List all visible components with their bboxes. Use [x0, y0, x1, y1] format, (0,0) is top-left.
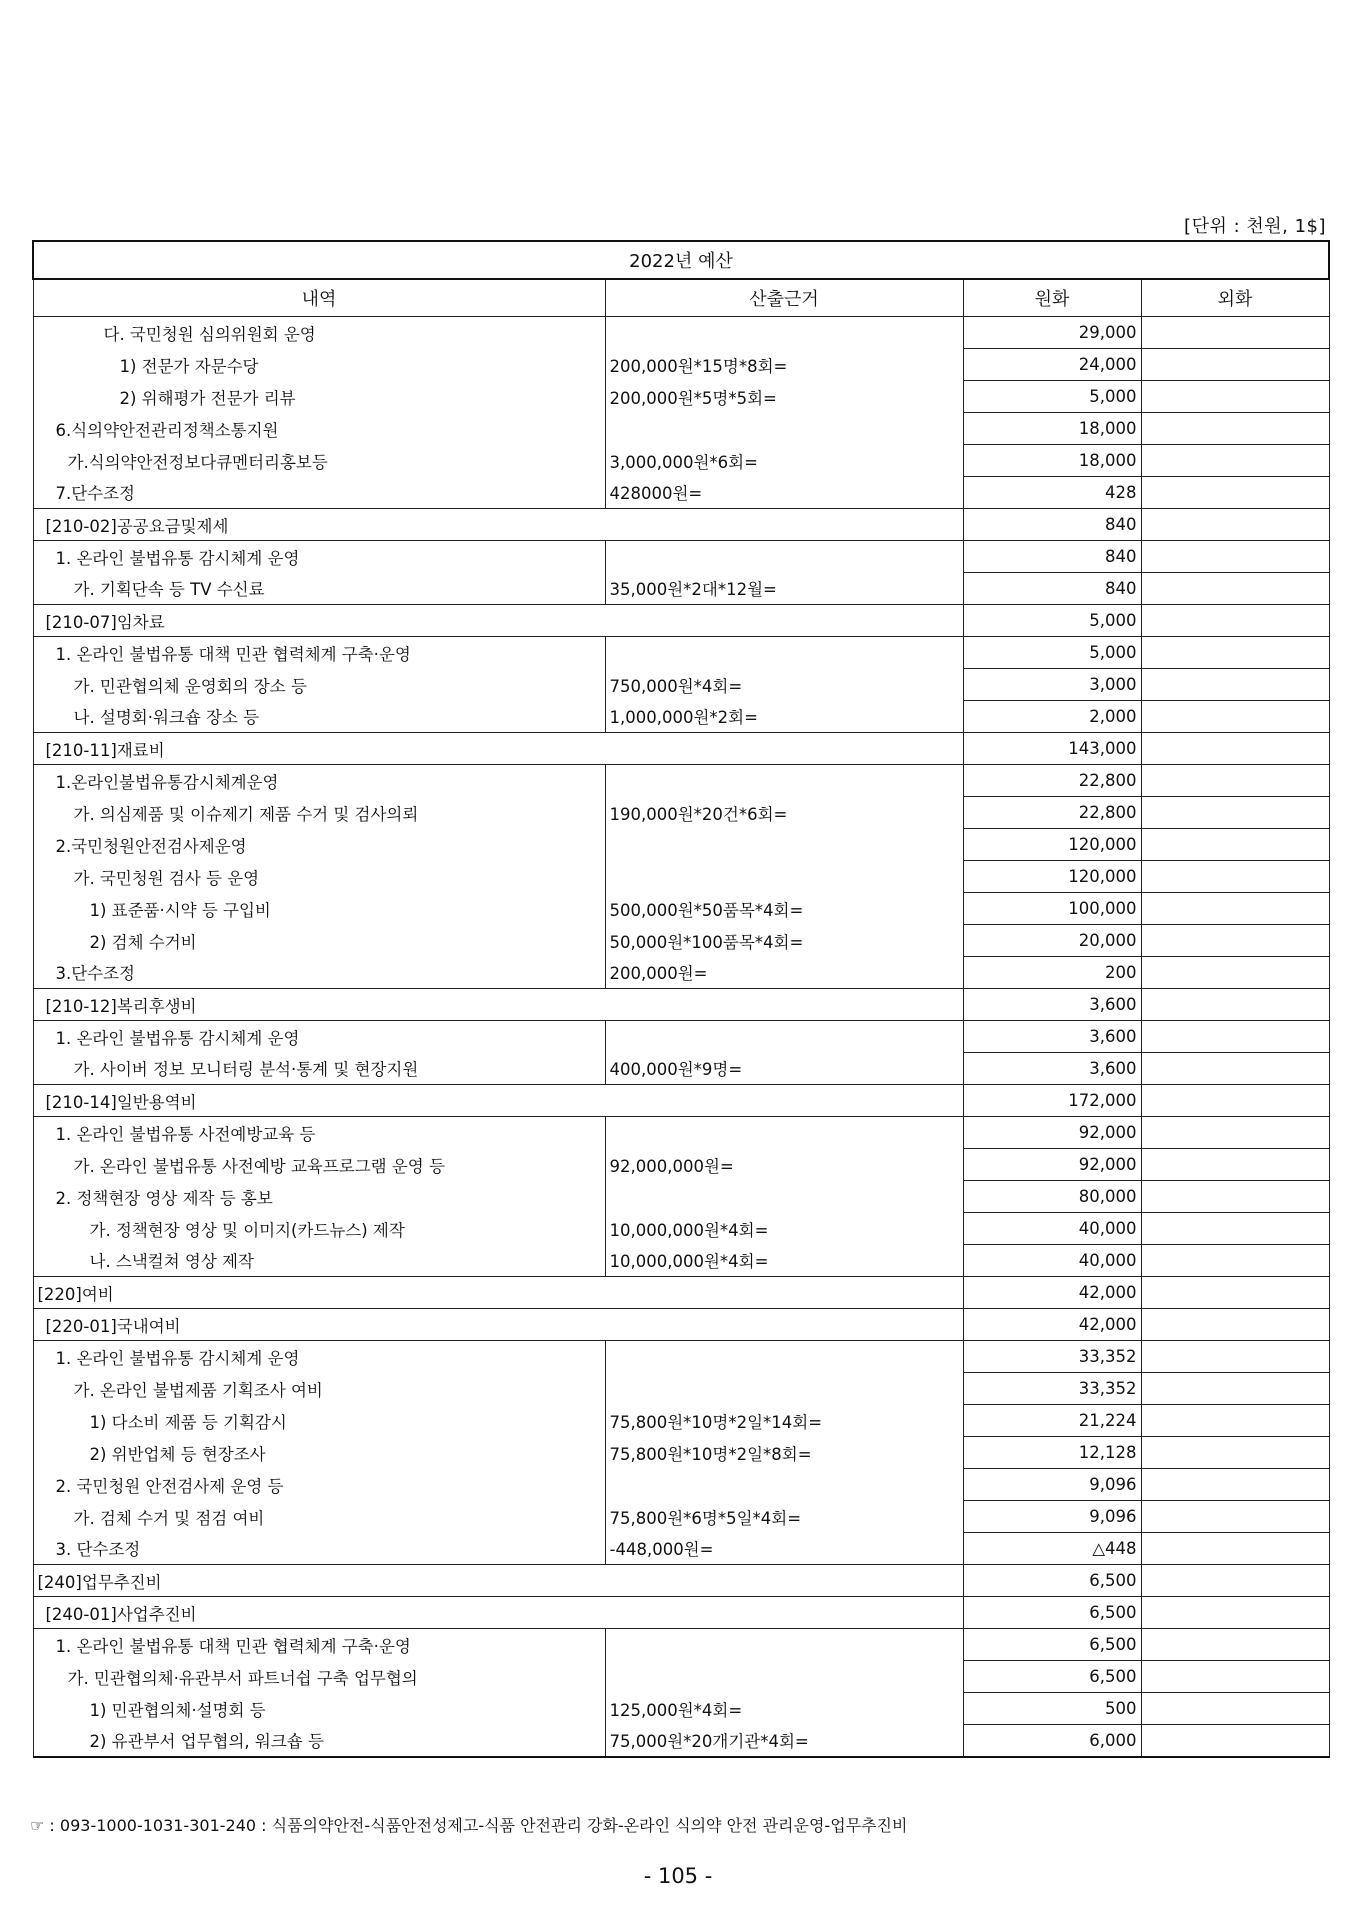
section-row	[33, 733, 1329, 765]
row-basis: 190,000원*20건*6회=	[605, 797, 963, 829]
row-foreign	[1141, 1725, 1329, 1758]
row-item: 나. 스낵컬쳐 영상 제작	[33, 1245, 605, 1277]
row-foreign	[1141, 605, 1329, 637]
row-item: 가. 민관협의체 운영회의 장소 등	[33, 669, 605, 701]
row-basis	[605, 541, 963, 573]
row-item: 7.단수조정	[33, 477, 605, 509]
row-item: 1) 민관협의체·설명회 등	[33, 1693, 605, 1725]
row-krw: 6,500	[963, 1565, 1141, 1597]
row-basis: 10,000,000원*4회=	[605, 1245, 963, 1277]
row-foreign	[1141, 1501, 1329, 1533]
row-foreign	[1141, 445, 1329, 477]
section-row	[33, 1597, 1329, 1629]
table-body	[33, 317, 1329, 1758]
row-basis: 500,000원*50품목*4회=	[605, 893, 963, 925]
row-basis: 428000원=	[605, 477, 963, 509]
row-foreign	[1141, 1277, 1329, 1309]
table-row	[33, 765, 1329, 797]
row-item: [210-07]임차료	[33, 605, 963, 637]
table-row	[33, 861, 1329, 893]
row-item: 1. 온라인 불법유통 감시체계 운영	[33, 1341, 605, 1373]
row-krw: 42,000	[963, 1309, 1141, 1341]
row-foreign	[1141, 1085, 1329, 1117]
row-foreign	[1141, 1245, 1329, 1277]
row-basis: 200,000원*15명*8회=	[605, 349, 963, 381]
table-row	[33, 573, 1329, 605]
table-row	[33, 1213, 1329, 1245]
row-foreign	[1141, 1373, 1329, 1405]
row-basis	[605, 861, 963, 893]
row-foreign	[1141, 509, 1329, 541]
row-foreign	[1141, 349, 1329, 381]
header-basis: 산출근거	[605, 279, 963, 317]
table-row	[33, 957, 1329, 989]
row-foreign	[1141, 1629, 1329, 1661]
section-row	[33, 605, 1329, 637]
row-item: 2) 위반업체 등 현장조사	[33, 1437, 605, 1469]
row-basis: 750,000원*4회=	[605, 669, 963, 701]
table-row	[33, 669, 1329, 701]
row-krw: 6,500	[963, 1661, 1141, 1693]
row-foreign	[1141, 829, 1329, 861]
row-item: 1. 온라인 불법유통 대책 민관 협력체계 구축·운영	[33, 1629, 605, 1661]
row-item: 2.국민청원안전검사제운영	[33, 829, 605, 861]
row-item: 1. 온라인 불법유통 대책 민관 협력체계 구축·운영	[33, 637, 605, 669]
row-krw: 42,000	[963, 1277, 1141, 1309]
row-foreign	[1141, 1021, 1329, 1053]
table-row	[33, 637, 1329, 669]
row-krw: 2,000	[963, 701, 1141, 733]
row-krw: △448	[963, 1533, 1141, 1565]
table-row	[33, 1149, 1329, 1181]
row-krw: 24,000	[963, 349, 1141, 381]
row-foreign	[1141, 1117, 1329, 1149]
row-basis	[605, 1021, 963, 1053]
row-item: 1) 전문가 자문수당	[33, 349, 605, 381]
table-row	[33, 1629, 1329, 1661]
row-krw: 840	[963, 573, 1141, 605]
row-foreign	[1141, 381, 1329, 413]
row-basis: 75,800원*10명*2일*8회=	[605, 1437, 963, 1469]
row-item: 가. 국민청원 검사 등 운영	[33, 861, 605, 893]
row-foreign	[1141, 765, 1329, 797]
row-krw: 92,000	[963, 1117, 1141, 1149]
row-basis	[605, 765, 963, 797]
row-item: 다. 국민청원 심의위원회 운영	[33, 317, 605, 349]
row-basis	[605, 637, 963, 669]
table-row	[33, 829, 1329, 861]
row-foreign	[1141, 317, 1329, 349]
row-basis: 200,000원*5명*5회=	[605, 381, 963, 413]
table-row	[33, 1245, 1329, 1277]
row-basis	[605, 1469, 963, 1501]
row-foreign	[1141, 1597, 1329, 1629]
section-row	[33, 1085, 1329, 1117]
row-item: 3.단수조정	[33, 957, 605, 989]
row-item: 2) 유관부서 업무협의, 워크숍 등	[33, 1725, 605, 1758]
row-item: 가. 온라인 불법제품 기획조사 여비	[33, 1373, 605, 1405]
row-krw: 840	[963, 541, 1141, 573]
row-foreign	[1141, 1469, 1329, 1501]
table-row	[33, 1373, 1329, 1405]
row-basis: -448,000원=	[605, 1533, 963, 1565]
table-row	[33, 317, 1329, 349]
row-krw: 22,800	[963, 765, 1141, 797]
row-item: 가. 기획단속 등 TV 수신료	[33, 573, 605, 605]
table-row	[33, 413, 1329, 445]
table-title: 2022년 예산	[33, 241, 1329, 279]
header-foreign: 외화	[1141, 279, 1329, 317]
row-basis: 400,000원*9명=	[605, 1053, 963, 1085]
table-row	[33, 381, 1329, 413]
row-krw: 22,800	[963, 797, 1141, 829]
row-krw: 6,500	[963, 1597, 1141, 1629]
row-krw: 3,000	[963, 669, 1141, 701]
footnote: ☞ : 093-1000-1031-301-240 : 식품의약안전-식품안전성제고-식품 안전관리 강화-온라인 식의약 안전 관리운영-업무추진비	[30, 1816, 908, 1835]
row-basis: 1,000,000원*2회=	[605, 701, 963, 733]
row-krw: 33,352	[963, 1373, 1141, 1405]
table-row	[33, 1117, 1329, 1149]
row-item: [210-12]복리후생비	[33, 989, 963, 1021]
row-krw: 172,000	[963, 1085, 1141, 1117]
row-krw: 5,000	[963, 381, 1141, 413]
row-krw: 500	[963, 1693, 1141, 1725]
row-krw: 200	[963, 957, 1141, 989]
row-item: 1.온라인불법유통감시체계운영	[33, 765, 605, 797]
table-row	[33, 701, 1329, 733]
row-item: [220-01]국내여비	[33, 1309, 963, 1341]
row-foreign	[1141, 1341, 1329, 1373]
row-foreign	[1141, 1437, 1329, 1469]
row-krw: 5,000	[963, 637, 1141, 669]
page-number: - 105 -	[643, 1864, 713, 1888]
row-basis	[605, 317, 963, 349]
row-basis: 75,000원*20개기관*4회=	[605, 1725, 963, 1758]
row-basis: 50,000원*100품목*4회=	[605, 925, 963, 957]
row-foreign	[1141, 541, 1329, 573]
row-item: 1. 온라인 불법유통 사전예방교육 등	[33, 1117, 605, 1149]
row-krw: 18,000	[963, 445, 1141, 477]
row-krw: 3,600	[963, 989, 1141, 1021]
row-foreign	[1141, 1181, 1329, 1213]
row-basis: 200,000원=	[605, 957, 963, 989]
table-row	[33, 1533, 1329, 1565]
row-basis	[605, 1661, 963, 1693]
row-item: 1. 온라인 불법유통 감시체계 운영	[33, 541, 605, 573]
budget-table	[32, 240, 1330, 1758]
row-krw: 9,096	[963, 1501, 1141, 1533]
section-row	[33, 1565, 1329, 1597]
row-foreign	[1141, 1533, 1329, 1565]
row-krw: 33,352	[963, 1341, 1141, 1373]
row-basis: 75,800원*10명*2일*14회=	[605, 1405, 963, 1437]
table-row	[33, 477, 1329, 509]
row-item: 가. 민관협의체·유관부서 파트너쉽 구축 업무협의	[33, 1661, 605, 1693]
table-row	[33, 1437, 1329, 1469]
table-row	[33, 445, 1329, 477]
row-krw: 21,224	[963, 1405, 1141, 1437]
row-krw: 9,096	[963, 1469, 1141, 1501]
row-krw: 6,500	[963, 1629, 1141, 1661]
row-item: [240]업무추진비	[33, 1565, 963, 1597]
table-row	[33, 925, 1329, 957]
row-item: 2) 검체 수거비	[33, 925, 605, 957]
row-foreign	[1141, 893, 1329, 925]
table-row	[33, 541, 1329, 573]
row-krw: 80,000	[963, 1181, 1141, 1213]
row-item: 나. 설명회·워크숍 장소 등	[33, 701, 605, 733]
row-foreign	[1141, 573, 1329, 605]
row-item: 1. 온라인 불법유통 감시체계 운영	[33, 1021, 605, 1053]
row-foreign	[1141, 669, 1329, 701]
row-foreign	[1141, 925, 1329, 957]
row-basis	[605, 413, 963, 445]
row-item: 3. 단수조정	[33, 1533, 605, 1565]
table-row	[33, 1053, 1329, 1085]
row-foreign	[1141, 1693, 1329, 1725]
table-row	[33, 1725, 1329, 1758]
row-basis	[605, 829, 963, 861]
row-item: 6.식의약안전관리정책소통지원	[33, 413, 605, 445]
row-foreign	[1141, 861, 1329, 893]
row-item: 2. 정책현장 영상 제작 등 홍보	[33, 1181, 605, 1213]
header-krw: 원화	[963, 279, 1141, 317]
row-foreign	[1141, 1213, 1329, 1245]
row-item: 1) 다소비 제품 등 기획감시	[33, 1405, 605, 1437]
row-foreign	[1141, 733, 1329, 765]
row-foreign	[1141, 797, 1329, 829]
row-item: [220]여비	[33, 1277, 963, 1309]
table-row	[33, 1661, 1329, 1693]
row-foreign	[1141, 477, 1329, 509]
table-row	[33, 1693, 1329, 1725]
row-krw: 20,000	[963, 925, 1141, 957]
row-foreign	[1141, 989, 1329, 1021]
row-krw: 3,600	[963, 1053, 1141, 1085]
row-foreign	[1141, 1309, 1329, 1341]
section-row	[33, 989, 1329, 1021]
section-row	[33, 1277, 1329, 1309]
table-row	[33, 1469, 1329, 1501]
row-basis: 10,000,000원*4회=	[605, 1213, 963, 1245]
row-foreign	[1141, 413, 1329, 445]
row-item: 가.식의약안전정보다큐멘터리홍보등	[33, 445, 605, 477]
row-foreign	[1141, 1565, 1329, 1597]
row-item: [210-02]공공요금및제세	[33, 509, 963, 541]
row-krw: 428	[963, 477, 1141, 509]
row-foreign	[1141, 1405, 1329, 1437]
section-row	[33, 1309, 1329, 1341]
row-krw: 120,000	[963, 861, 1141, 893]
row-basis: 125,000원*4회=	[605, 1693, 963, 1725]
row-basis: 92,000,000원=	[605, 1149, 963, 1181]
row-basis	[605, 1629, 963, 1661]
row-basis	[605, 1181, 963, 1213]
row-krw: 18,000	[963, 413, 1141, 445]
row-krw: 840	[963, 509, 1141, 541]
row-foreign	[1141, 957, 1329, 989]
row-krw: 143,000	[963, 733, 1141, 765]
row-item: [240-01]사업추진비	[33, 1597, 963, 1629]
row-krw: 40,000	[963, 1245, 1141, 1277]
row-item: [210-11]재료비	[33, 733, 963, 765]
row-item: 2. 국민청원 안전검사제 운영 등	[33, 1469, 605, 1501]
row-basis: 75,800원*6명*5일*4회=	[605, 1501, 963, 1533]
row-item: 가. 정책현장 영상 및 이미지(카드뉴스) 제작	[33, 1213, 605, 1245]
table-row	[33, 1181, 1329, 1213]
row-krw: 6,000	[963, 1725, 1141, 1758]
section-row	[33, 509, 1329, 541]
table-row	[33, 893, 1329, 925]
table-row	[33, 1341, 1329, 1373]
row-foreign	[1141, 1149, 1329, 1181]
row-krw: 5,000	[963, 605, 1141, 637]
row-item: 가. 사이버 정보 모니터링 분석·통계 및 현장지원	[33, 1053, 605, 1085]
row-foreign	[1141, 637, 1329, 669]
row-foreign	[1141, 1661, 1329, 1693]
table-row	[33, 1405, 1329, 1437]
row-basis	[605, 1117, 963, 1149]
row-krw: 92,000	[963, 1149, 1141, 1181]
row-item: 1) 표준품·시약 등 구입비	[33, 893, 605, 925]
row-krw: 12,128	[963, 1437, 1141, 1469]
row-foreign	[1141, 1053, 1329, 1085]
row-item: 가. 검체 수거 및 점검 여비	[33, 1501, 605, 1533]
row-item: 2) 위해평가 전문가 리뷰	[33, 381, 605, 413]
row-item: 가. 온라인 불법유통 사전예방 교육프로그램 운영 등	[33, 1149, 605, 1181]
row-krw: 120,000	[963, 829, 1141, 861]
header-item: 내역	[33, 279, 605, 317]
table-row	[33, 1501, 1329, 1533]
row-krw: 40,000	[963, 1213, 1141, 1245]
row-krw: 29,000	[963, 317, 1141, 349]
row-krw: 3,600	[963, 1021, 1141, 1053]
table-row	[33, 349, 1329, 381]
table-row	[33, 797, 1329, 829]
table-row	[33, 1021, 1329, 1053]
row-basis: 35,000원*2대*12월=	[605, 573, 963, 605]
row-item: [210-14]일반용역비	[33, 1085, 963, 1117]
row-basis	[605, 1341, 963, 1373]
row-krw: 100,000	[963, 893, 1141, 925]
row-foreign	[1141, 701, 1329, 733]
row-basis	[605, 1373, 963, 1405]
row-basis: 3,000,000원*6회=	[605, 445, 963, 477]
row-item: 가. 의심제품 및 이슈제기 제품 수거 및 검사의뢰	[33, 797, 605, 829]
unit-label: [단위 : 천원, 1$]	[1184, 216, 1326, 237]
